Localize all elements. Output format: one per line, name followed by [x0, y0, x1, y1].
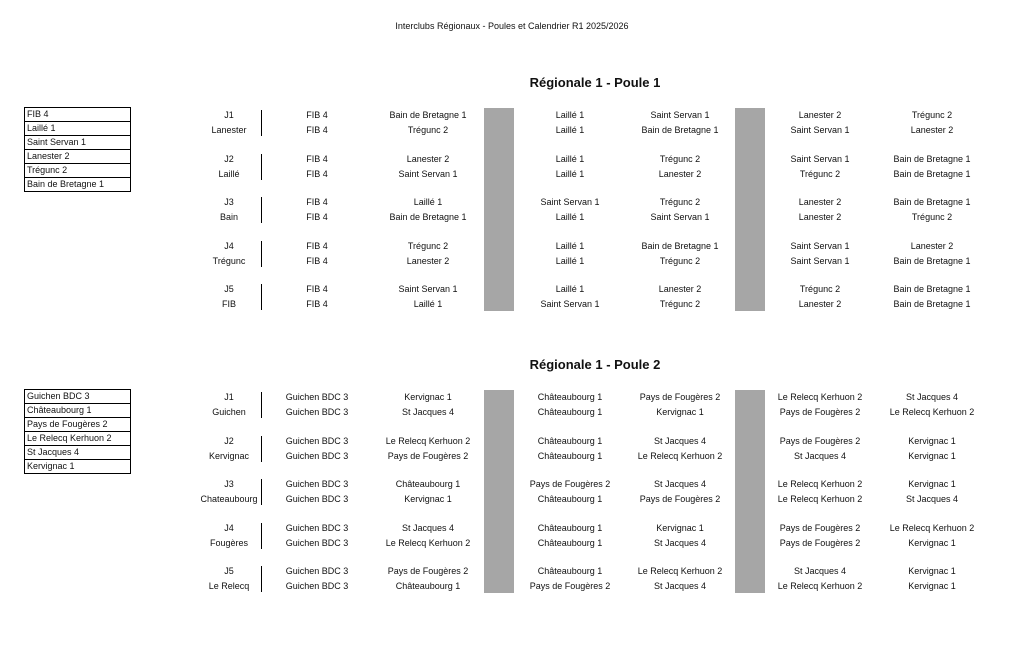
match-team: Guichen BDC 3 [285, 435, 349, 446]
team-name: Bain de Bretagne 1 [25, 178, 131, 192]
match-team: Lanester 2 [658, 284, 702, 294]
match-team: St Jacques 4 [653, 581, 707, 591]
match-team: Guichen BDC 3 [285, 537, 349, 548]
match-team: Bain de Bretagne 1 [893, 197, 971, 207]
team-name: Kervignac 1 [25, 460, 131, 474]
team-list-row [25, 460, 131, 474]
match-team: Kervignac 1 [908, 566, 956, 576]
round-label: J4 [224, 522, 234, 533]
match-team: Saint Servan 1 [540, 197, 600, 207]
match-team: Le Relecq Kerhuon 2 [385, 537, 471, 548]
round-label: J5 [224, 284, 234, 294]
match-team: Kervignac 1 [908, 537, 956, 548]
match-team: Le Relecq Kerhuon 2 [889, 522, 975, 533]
round-divider [261, 154, 262, 180]
match-team: Trégunc 2 [659, 153, 701, 164]
match-team: Bain de Bretagne 1 [641, 125, 719, 135]
match-team: Châteaubourg 1 [537, 407, 603, 417]
team-name: Saint Servan 1 [25, 136, 131, 150]
match-team: Laillé 1 [555, 255, 585, 266]
match-team: Le Relecq Kerhuon 2 [889, 407, 975, 417]
match-team: Châteaubourg 1 [537, 494, 603, 504]
match-team: St Jacques 4 [793, 566, 847, 576]
round-divider [261, 392, 262, 418]
match-team: St Jacques 4 [793, 450, 847, 461]
team-name: Laillé 1 [25, 122, 131, 136]
match-team: Trégunc 2 [911, 212, 953, 222]
team-name: St Jacques 4 [25, 446, 131, 460]
match-team: Pays de Fougères 2 [529, 581, 611, 591]
match-team: Bain de Bretagne 1 [893, 299, 971, 309]
match-team: FIB 4 [306, 110, 328, 120]
match-team: Saint Servan 1 [790, 255, 850, 266]
match-team: Guichen BDC 3 [285, 479, 349, 489]
match-team: St Jacques 4 [401, 522, 455, 533]
match-team: St Jacques 4 [905, 392, 959, 402]
match-team: Châteaubourg 1 [537, 522, 603, 533]
match-team: Trégunc 2 [799, 284, 841, 294]
match-team: Guichen BDC 3 [285, 522, 349, 533]
match-team: Pays de Fougères 2 [779, 407, 861, 417]
round-venue: Chateaubourg [200, 494, 258, 504]
match-team: St Jacques 4 [401, 407, 455, 417]
match-team: Lanester 2 [798, 299, 842, 309]
separator-bar [484, 108, 514, 311]
match-team: Saint Servan 1 [650, 212, 710, 222]
match-team: Kervignac 1 [908, 581, 956, 591]
team-name: Lanester 2 [25, 150, 131, 164]
match-team: Bain de Bretagne 1 [893, 255, 971, 266]
match-team: Pays de Fougères 2 [639, 494, 721, 504]
match-team: Saint Servan 1 [398, 168, 458, 179]
match-team: Lanester 2 [658, 168, 702, 179]
match-team: Laillé 1 [555, 212, 585, 222]
match-team: Bain de Bretagne 1 [389, 212, 467, 222]
match-team: Bain de Bretagne 1 [389, 110, 467, 120]
separator-bar [484, 390, 514, 593]
match-team: Bain de Bretagne 1 [893, 284, 971, 294]
match-team: Le Relecq Kerhuon 2 [637, 450, 723, 461]
separator-bar [735, 390, 765, 593]
match-team: Le Relecq Kerhuon 2 [385, 435, 471, 446]
match-team: Saint Servan 1 [790, 125, 850, 135]
round-divider [261, 284, 262, 310]
team-list-row [25, 108, 131, 122]
round-label: J2 [224, 435, 234, 446]
match-team: Kervignac 1 [908, 435, 956, 446]
round-venue: Fougères [209, 537, 249, 548]
team-list-row [25, 122, 131, 136]
round-venue: Kervignac [208, 450, 250, 461]
match-team: Lanester 2 [406, 153, 450, 164]
match-team: Pays de Fougères 2 [779, 435, 861, 446]
match-team: St Jacques 4 [653, 435, 707, 446]
match-team: Laillé 1 [413, 299, 443, 309]
match-team: Châteaubourg 1 [537, 566, 603, 576]
match-team: FIB 4 [306, 168, 328, 179]
match-team: Châteaubourg 1 [537, 392, 603, 402]
match-team: Laillé 1 [555, 125, 585, 135]
round-divider [261, 110, 262, 136]
match-team: Kervignac 1 [404, 392, 452, 402]
round-venue: Bain [219, 212, 239, 222]
match-team: Lanester 2 [406, 255, 450, 266]
match-team: FIB 4 [306, 255, 328, 266]
round-venue: Trégunc [212, 255, 246, 266]
team-list-row [25, 150, 131, 164]
match-team: Trégunc 2 [911, 110, 953, 120]
team-list-row [25, 418, 131, 432]
match-team: St Jacques 4 [653, 537, 707, 548]
match-team: Pays de Fougères 2 [387, 566, 469, 576]
round-label: J1 [224, 392, 234, 402]
round-label: J3 [224, 479, 234, 489]
match-team: Lanester 2 [798, 212, 842, 222]
match-team: Saint Servan 1 [540, 299, 600, 309]
round-venue: Lanester [211, 125, 247, 135]
match-team: FIB 4 [306, 197, 328, 207]
round-divider [261, 436, 262, 462]
match-team: Guichen BDC 3 [285, 450, 349, 461]
match-team: Le Relecq Kerhuon 2 [777, 494, 863, 504]
match-team: Le Relecq Kerhuon 2 [777, 479, 863, 489]
round-divider [261, 197, 262, 223]
match-team: Lanester 2 [910, 240, 954, 251]
match-team: Châteaubourg 1 [395, 479, 461, 489]
match-team: Lanester 2 [910, 125, 954, 135]
match-team: Trégunc 2 [799, 168, 841, 179]
match-team: Guichen BDC 3 [285, 566, 349, 576]
match-team: Pays de Fougères 2 [779, 537, 861, 548]
team-list-row [25, 432, 131, 446]
match-team: FIB 4 [306, 153, 328, 164]
round-label: J3 [224, 197, 234, 207]
team-list [24, 107, 131, 192]
poule-title: Régionale 1 - Poule 2 [529, 357, 661, 372]
team-name: Pays de Fougères 2 [25, 418, 131, 432]
match-team: Lanester 2 [798, 110, 842, 120]
match-team: Laillé 1 [413, 197, 443, 207]
match-team: Laillé 1 [555, 240, 585, 251]
match-team: FIB 4 [306, 212, 328, 222]
match-team: Kervignac 1 [656, 407, 704, 417]
team-name: Châteaubourg 1 [25, 404, 131, 418]
match-team: Le Relecq Kerhuon 2 [777, 581, 863, 591]
match-team: Le Relecq Kerhuon 2 [637, 566, 723, 576]
team-name: Guichen BDC 3 [25, 390, 131, 404]
round-divider [261, 241, 262, 267]
match-team: Pays de Fougères 2 [639, 392, 721, 402]
match-team: Pays de Fougères 2 [779, 522, 861, 533]
round-label: J4 [224, 240, 234, 251]
match-team: Laillé 1 [555, 284, 585, 294]
match-team: Le Relecq Kerhuon 2 [777, 392, 863, 402]
match-team: Saint Servan 1 [650, 110, 710, 120]
match-team: Trégunc 2 [659, 197, 701, 207]
match-team: Saint Servan 1 [790, 240, 850, 251]
match-team: St Jacques 4 [653, 479, 707, 489]
match-team: Trégunc 2 [659, 299, 701, 309]
match-team: Laillé 1 [555, 153, 585, 164]
match-team: Guichen BDC 3 [285, 392, 349, 402]
round-divider [261, 479, 262, 505]
team-list-row [25, 178, 131, 192]
match-team: Lanester 2 [798, 197, 842, 207]
match-team: Trégunc 2 [659, 255, 701, 266]
match-team: FIB 4 [306, 299, 328, 309]
match-team: Châteaubourg 1 [537, 450, 603, 461]
team-list-row [25, 390, 131, 404]
team-name: FIB 4 [25, 108, 131, 122]
match-team: FIB 4 [306, 240, 328, 251]
match-team: Saint Servan 1 [398, 284, 458, 294]
match-team: Châteaubourg 1 [537, 435, 603, 446]
match-team: Kervignac 1 [908, 479, 956, 489]
match-team: Guichen BDC 3 [285, 407, 349, 417]
match-team: Bain de Bretagne 1 [893, 168, 971, 179]
match-team: Pays de Fougères 2 [529, 479, 611, 489]
round-venue: Le Relecq [208, 581, 250, 591]
match-team: St Jacques 4 [905, 494, 959, 504]
team-list [24, 389, 131, 474]
round-venue: Laillé [218, 168, 240, 179]
match-team: Laillé 1 [555, 168, 585, 179]
round-divider [261, 523, 262, 549]
team-list-row [25, 446, 131, 460]
match-team: Guichen BDC 3 [285, 581, 349, 591]
match-team: Bain de Bretagne 1 [893, 153, 971, 164]
match-team: Trégunc 2 [407, 125, 449, 135]
round-venue: FIB [221, 299, 237, 309]
match-team: Bain de Bretagne 1 [641, 240, 719, 251]
match-team: Châteaubourg 1 [537, 537, 603, 548]
match-team: Pays de Fougères 2 [387, 450, 469, 461]
team-name: Trégunc 2 [25, 164, 131, 178]
match-team: Laillé 1 [555, 110, 585, 120]
match-team: FIB 4 [306, 284, 328, 294]
poule-title: Régionale 1 - Poule 1 [529, 75, 661, 90]
match-team: Kervignac 1 [908, 450, 956, 461]
round-divider [261, 566, 262, 592]
separator-bar [735, 108, 765, 311]
round-label: J1 [224, 110, 234, 120]
document-title: Interclubs Régionaux - Poules et Calendrier R1 2025/2026 [395, 21, 629, 31]
match-team: Kervignac 1 [404, 494, 452, 504]
round-venue: Guichen [212, 407, 246, 417]
round-label: J5 [224, 566, 234, 576]
match-team: Trégunc 2 [407, 240, 449, 251]
round-label: J2 [224, 153, 234, 164]
match-team: Saint Servan 1 [790, 153, 850, 164]
match-team: Châteaubourg 1 [395, 581, 461, 591]
match-team: Kervignac 1 [656, 522, 704, 533]
team-list-row [25, 164, 131, 178]
match-team: Guichen BDC 3 [285, 494, 349, 504]
team-name: Le Relecq Kerhuon 2 [25, 432, 131, 446]
team-list-row [25, 136, 131, 150]
match-team: FIB 4 [306, 125, 328, 135]
team-list-row [25, 404, 131, 418]
